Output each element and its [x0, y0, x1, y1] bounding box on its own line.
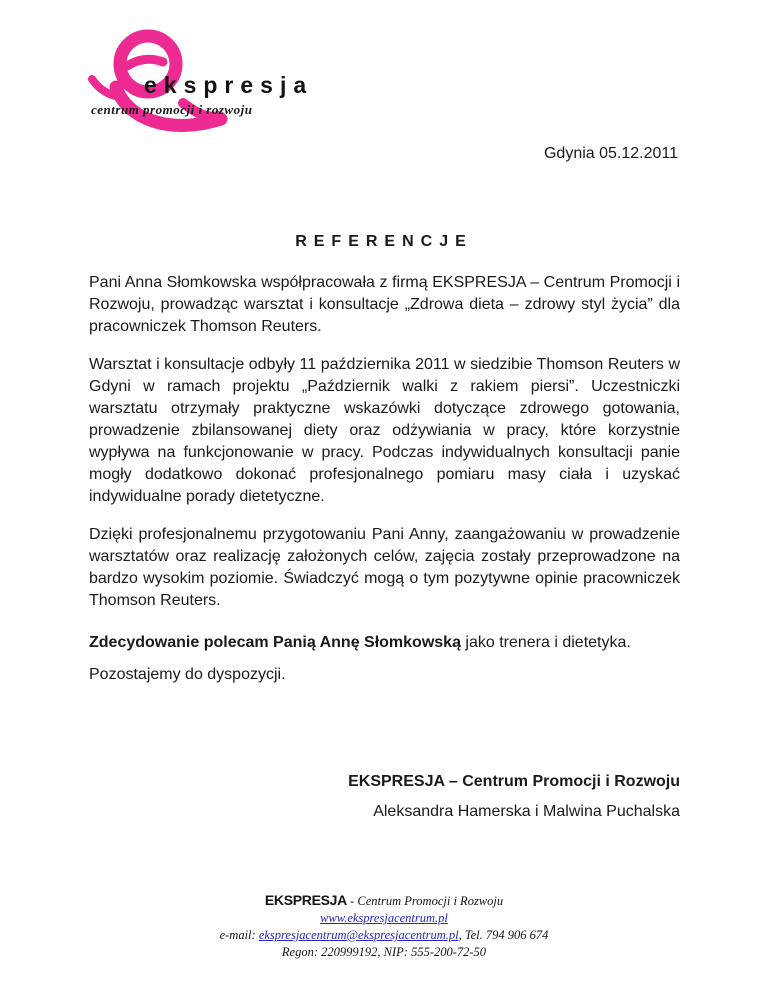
document-title: REFERENCJE: [295, 233, 473, 250]
footer-brand-suffix: - Centrum Promocji i Rozwoju: [346, 894, 504, 908]
footer-website-line: [0, 910, 768, 927]
recommendation-bold-text: Zdecydowanie polecam Panią Annę Słomkowską: [89, 634, 461, 651]
paragraph-introduction: Pani Anna Słomkowska współpracowała z firmą EKSPRESJA – Centrum Promocji i Rozwoju, prowadząc warsztat i konsultacje „Zdrowa dieta – zdrowy styl życia” dla pracowniczek Thomson Reuters.: [89, 274, 680, 335]
signature-company: EKSPRESJA – Centrum Promocji i Rozwoju: [348, 773, 680, 790]
paragraph-recommendation: [89, 628, 680, 658]
letterhead-footer: [0, 892, 768, 961]
footer-contact-line: [0, 927, 768, 944]
email-label: e-mail:: [219, 928, 259, 942]
recommendation-regular-text: jako trenera i dietetyka.: [460, 634, 631, 651]
email-link[interactable]: ekspresjacentrum@ekspresjacentrum.pl: [258, 928, 459, 942]
date-line: Gdynia 05.12.2011: [543, 145, 678, 162]
footer-registration-line: Regon: 220999192, NIP: 555-200-72-50: [281, 945, 487, 959]
footer-brand-name: EKSPRESJA: [264, 892, 347, 908]
paragraph-workshop-details: Warsztat i konsultacje odbyły 11 października 2011 w siedzibie Thomson Reuters w Gdyni w ramach projektu „Październik walki z rakiem piersi”. Uczestniczki warsztatu otrzymały praktyczne wskazówki dotyczące zdrowego gotowania, prowadzenie zbilansowanej diety oraz odżywiania w pracy, które korzystnie wypływa na funkcjonowanie w pracy. Podczas indywidualnych konsultacji panie mogły dodatkowo dokonać profesjonalnego pomiaru masy ciała i uzyskać indywidualne porady dietetyczne.: [89, 356, 680, 505]
ekspresja-logo: [85, 8, 325, 138]
paragraph-closing: Pozostajemy do dyspozycji.: [89, 666, 286, 683]
paragraph-evaluation: Dzięki profesjonalnemu przygotowaniu Pani Anny, zaangażowaniu w prowadzenie warsztatów oraz realizację założonych celów, zajęcia zostały przeprowadzone na bardzo wysokim poziomie. Świadczyć mogą o tym pozytywne opinie pracowniczek Thomson Reuters.: [89, 526, 680, 609]
footer-brand-line: [0, 892, 768, 910]
signature-block: [348, 767, 680, 827]
phone-text: , Tel. 794 906 674: [458, 928, 549, 942]
logo-tagline-text: centrum promocji i rozwoju: [91, 102, 253, 117]
document-body: [89, 272, 680, 702]
signature-names: Aleksandra Hamerska i Malwina Puchalska: [373, 803, 680, 820]
logo-brand-text: ekspresja: [144, 72, 314, 98]
website-link[interactable]: www.ekspresjacentrum.pl: [320, 911, 448, 925]
